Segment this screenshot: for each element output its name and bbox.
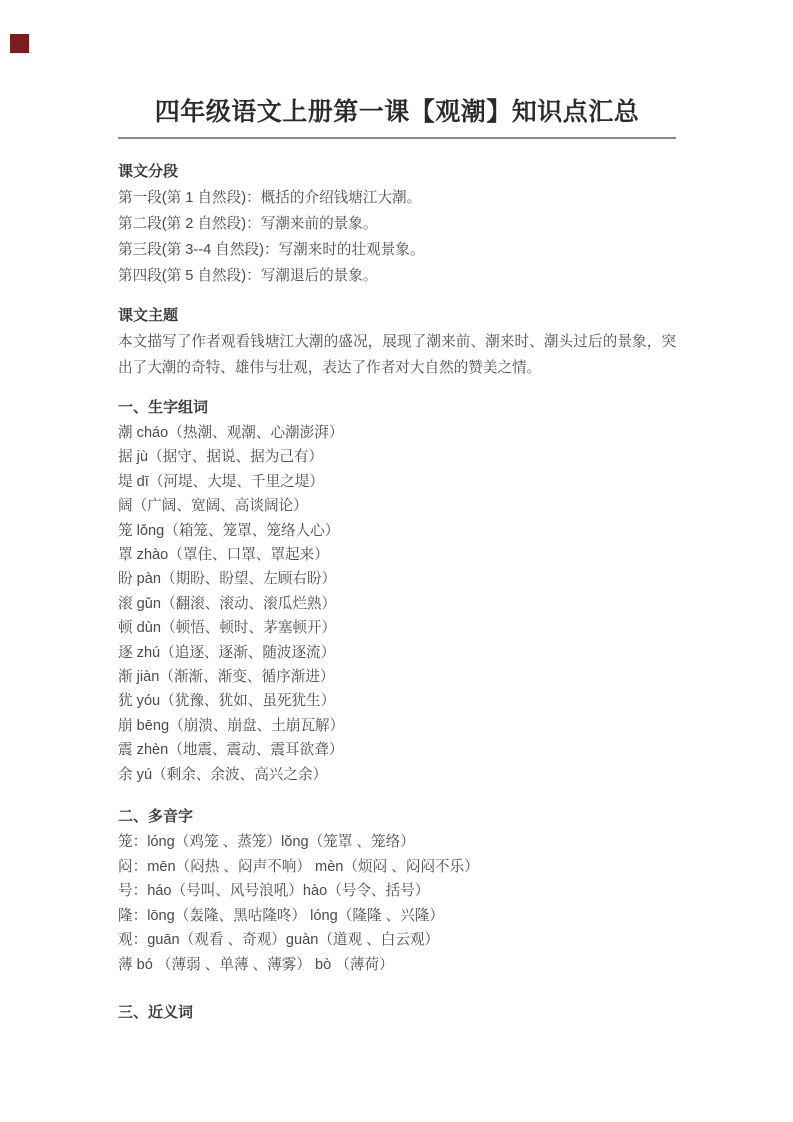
word-line: 笼 lǒng（箱笼、笼罩、笼络人心） xyxy=(118,522,340,539)
section-synonyms xyxy=(118,1000,676,1026)
polyphone-line: 号：háo（号叫、风号浪吼）hào（号令、括号） xyxy=(118,883,430,900)
word-line: 滚 gǔn（翻滚、滚动、滚瓜烂熟） xyxy=(118,595,337,612)
word-line: 余 yú（剩余、余波、高兴之余） xyxy=(118,766,328,783)
polyphone-line: 闷：mēn（闷热 、闷声不响） mèn（烦闷 、闷闷不乐） xyxy=(118,858,479,875)
polyphone-line: 观：guān（观看 、奇观）guàn（道观 、白云观） xyxy=(118,932,440,949)
word-line: 渐 jiàn（渐渐、渐变、循序渐进） xyxy=(118,669,335,686)
segment-line: 第三段(第 3--4 自然段)：写潮来时的壮观景象。 xyxy=(118,242,425,258)
section-heading-theme: 课文主题 xyxy=(118,307,179,324)
section-polyphones xyxy=(118,804,676,978)
word-lines xyxy=(118,421,676,787)
polyphone-line: 薄 bó （薄弱 、单薄 、薄雾） bò （薄荷） xyxy=(118,957,394,974)
word-line: 顿 dùn（顿悟、顿时、茅塞顿开） xyxy=(118,620,337,637)
section-course-segments xyxy=(118,159,676,289)
segment-line: 第二段(第 2 自然段)：写潮来前的景象。 xyxy=(118,216,378,232)
polyphone-lines xyxy=(118,830,676,978)
section-course-theme xyxy=(118,303,676,381)
word-line: 犹 yóu（犹豫、犹如、虽死犹生） xyxy=(118,693,336,710)
word-line: 震 zhèn（地震、震动、震耳欲聋） xyxy=(118,742,344,759)
word-line: 崩 bēng（崩溃、崩盘、土崩瓦解） xyxy=(118,717,345,734)
word-line: 潮 cháo（热潮、观潮、心潮澎湃） xyxy=(118,425,344,441)
page-title: 四年级语文上册第一课【观潮】知识点汇总 xyxy=(154,98,640,126)
polyphone-line: 隆：lōng（轰隆、黑咕隆咚） lóng（隆隆 、兴隆） xyxy=(118,907,444,924)
theme-paragraph: 本文描写了作者观看钱塘江大潮的盛况，展现了潮来前、潮来时、潮头过后的景象，突出了大潮的奇特、雄伟与壮观，表达了作者对大自然的赞美之情。 xyxy=(118,334,676,376)
word-line: 罩 zhào（罩住、口罩、罩起来） xyxy=(118,547,329,564)
section-heading-polyphones: 二、多音字 xyxy=(118,808,194,826)
section-heading-segments: 课文分段 xyxy=(118,163,179,180)
section-heading-words: 一、生字组词 xyxy=(118,399,209,416)
word-line: 堤 dī（河堤、大堤、千里之堤） xyxy=(118,473,324,490)
polyphone-line: 笼：lóng（鸡笼 、蒸笼）lǒng（笼罩 、笼络） xyxy=(118,834,415,851)
word-line: 据 jù（据守、据说、据为己有） xyxy=(118,449,324,466)
corner-marker xyxy=(10,34,29,53)
segment-line: 第四段(第 5 自然段)：写潮退后的景象。 xyxy=(118,268,378,284)
segment-line: 第一段(第 1 自然段)：概括的介绍钱塘江大潮。 xyxy=(118,190,422,206)
section-heading-synonyms: 三、近义词 xyxy=(118,1003,194,1021)
word-line: 阔（广阔、宽阔、高谈阔论） xyxy=(118,498,308,515)
title-divider xyxy=(118,137,676,139)
word-line: 逐 zhú（追逐、逐渐、随波逐流） xyxy=(118,644,336,661)
document-content xyxy=(118,0,676,1026)
section-word-formation xyxy=(118,395,676,787)
segment-lines xyxy=(118,185,676,289)
word-line: 盼 pàn（期盼、盼望、左顾右盼） xyxy=(118,571,337,588)
